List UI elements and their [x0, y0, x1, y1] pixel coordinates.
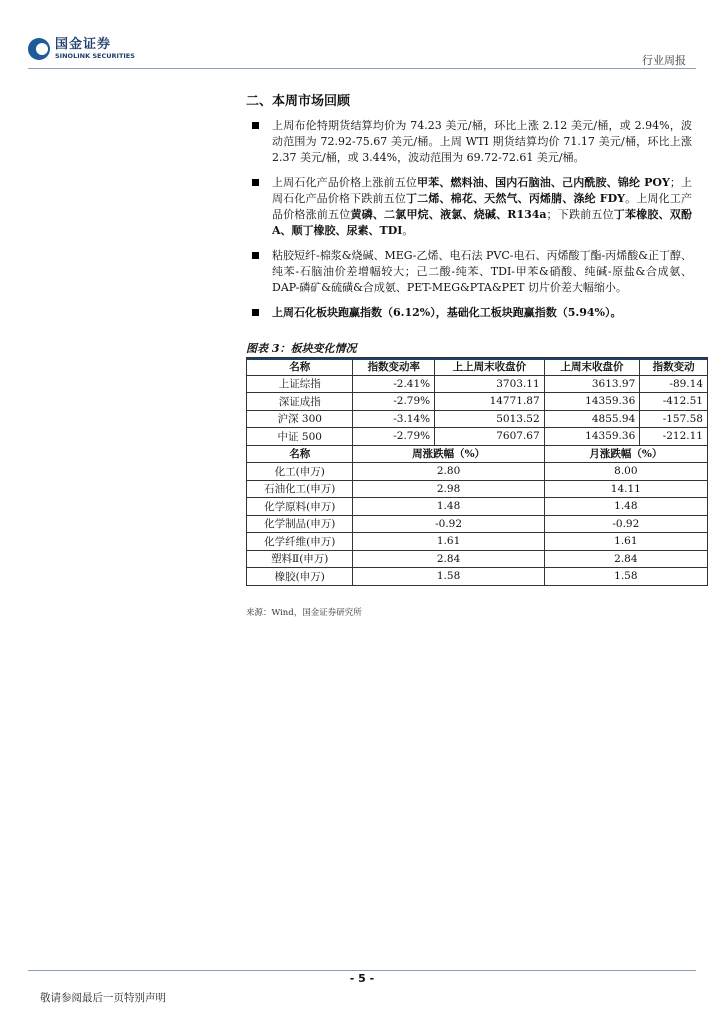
bullet-text: 。上周化工产品价格涨前五位	[272, 192, 693, 221]
bullet-text: 黄磷、二氯甲烷、液氯、烧碱、R134a	[350, 208, 547, 221]
table-cell: 上周末收盘价	[544, 358, 640, 376]
table-cell: 14.11	[544, 480, 707, 498]
bullet-square-icon	[252, 252, 259, 259]
table-cell: 4855.94	[544, 410, 640, 428]
footer-divider	[28, 970, 696, 971]
bullet-text: 上周布伦特期货结算均价为 74.23 美元/桶，环比上涨 2.12 美元/桶，或 2.94%，波动范围为 72.92-75.67 美元/桶。上周 WTI 期货结算均价 71.17 美元/桶，环比上涨 2.37 美元/桶，或 3.44%，波动范围为 69.72-72.61 美元/桶。	[272, 119, 692, 164]
page-number: - 5 -	[349, 972, 375, 985]
report-type: 行业周报	[642, 54, 686, 67]
table-cell: 名称	[247, 358, 353, 376]
table-row	[247, 568, 708, 586]
bullet-item	[246, 305, 692, 321]
table-cell: -2.79%	[353, 393, 435, 411]
table-cell: 橡胶(申万)	[247, 568, 353, 586]
sector-change-table	[246, 357, 708, 586]
table-cell: 3703.11	[435, 375, 545, 393]
bullet-text: 上周石化板块跑赢指数（6.12%），基础化工板块跑赢指数（5.94%）。	[272, 306, 622, 319]
table-cell: 7607.67	[435, 428, 545, 446]
table-cell: 指数变动率	[353, 358, 435, 376]
disclaimer: 敬请参阅最后一页特别声明	[40, 992, 166, 1004]
table-cell: 化学纤维(申万)	[247, 533, 353, 551]
table-row	[247, 428, 708, 446]
bullet-square-icon	[252, 179, 259, 186]
table-row	[247, 410, 708, 428]
table-cell: 名称	[247, 445, 353, 463]
table-cell: 1.58	[544, 568, 707, 586]
figure-title: 图表 3：板块变化情况	[246, 340, 708, 360]
bullet-text: 甲苯、燃料油、国内石脑油、己内酰胺、锦纶 POY	[417, 176, 670, 189]
bullet-item	[246, 118, 692, 166]
table-cell: 月涨跌幅（%）	[544, 445, 707, 463]
table-cell: 8.00	[544, 463, 707, 481]
company-logo	[28, 38, 135, 60]
logo-cn-text: 国金证券	[55, 37, 112, 52]
bullet-item	[246, 248, 692, 296]
table-cell: -2.79%	[353, 428, 435, 446]
bullet-text: 粘胶短纤-棉浆&烧碱、MEG-乙烯、电石法 PVC-电石、丙烯酸丁酯-丙烯酸&正丁醇、纯苯-石脑油价差增幅较大；己二酸-纯苯、TDI-甲苯&硝酸、纯碱-原盐&合成氨、DAP-磷矿&硫磺&合成氨、PET-MEG&PTA&PET 切片价差大幅缩小。	[272, 249, 692, 294]
table-cell: 1.61	[544, 533, 707, 551]
table-cell: 1.48	[544, 498, 707, 516]
table-cell: 14359.36	[544, 393, 640, 411]
table-cell: 1.58	[353, 568, 544, 586]
table-cell: 2.84	[353, 550, 544, 568]
table-cell: 指数变动	[640, 358, 708, 376]
table-cell: 化学原料(申万)	[247, 498, 353, 516]
table-cell: -157.58	[640, 410, 708, 428]
table-cell: 上上周末收盘价	[435, 358, 545, 376]
bullet-square-icon	[252, 122, 259, 129]
table-cell: 2.98	[353, 480, 544, 498]
section-title: 二、本周市场回顾	[246, 94, 351, 109]
table-cell: 3613.97	[544, 375, 640, 393]
table-cell: 1.61	[353, 533, 544, 551]
table-cell: 中证 500	[247, 428, 353, 446]
header-divider	[28, 68, 696, 69]
table-cell: 5013.52	[435, 410, 545, 428]
table-cell: -212.11	[640, 428, 708, 446]
bullet-square-icon	[252, 309, 259, 316]
table-cell: 深证成指	[247, 393, 353, 411]
table-header-row	[247, 358, 708, 376]
table-cell: -412.51	[640, 393, 708, 411]
table-row	[247, 393, 708, 411]
table-cell: -89.14	[640, 375, 708, 393]
table-cell: 沪深 300	[247, 410, 353, 428]
table-cell: 上证综指	[247, 375, 353, 393]
table-cell: -0.92	[353, 515, 544, 533]
logo-icon	[28, 38, 50, 60]
table-cell: 周涨跌幅（%）	[353, 445, 544, 463]
table-row	[247, 463, 708, 481]
table-cell: 14771.87	[435, 393, 545, 411]
table-cell: 1.48	[353, 498, 544, 516]
bullet-text: 。	[402, 224, 414, 237]
bullet-list	[246, 118, 692, 330]
table-header-row	[247, 445, 708, 463]
table-cell: -2.41%	[353, 375, 435, 393]
table-row	[247, 480, 708, 498]
source-note: 来源：Wind，国金证券研究所	[246, 608, 362, 618]
table-cell: 石油化工(申万)	[247, 480, 353, 498]
bullet-item	[246, 175, 692, 239]
table-cell: 14359.36	[544, 428, 640, 446]
bullet-text: ；上周石化产品价格下跌前五位	[272, 176, 692, 205]
table-row	[247, 533, 708, 551]
table-cell: -3.14%	[353, 410, 435, 428]
bullet-text: 丁二烯、棉花、天然气、丙烯腈、涤纶 FDY	[406, 192, 626, 205]
table-row	[247, 375, 708, 393]
table-cell: 2.80	[353, 463, 544, 481]
logo-en-text: SINOLINK SECURITIES	[55, 52, 135, 60]
table-row	[247, 515, 708, 533]
table-cell: -0.92	[544, 515, 707, 533]
table-cell: 2.84	[544, 550, 707, 568]
bullet-text: 上周石化产品价格上涨前五位	[272, 176, 418, 189]
table-row	[247, 498, 708, 516]
table-cell: 塑料Ⅱ(申万)	[247, 550, 353, 568]
table-cell: 化学制品(申万)	[247, 515, 353, 533]
table-row	[247, 550, 708, 568]
bullet-text: 丁苯橡胶、双酚 A、顺丁橡胶、尿素、TDI	[272, 208, 693, 237]
bullet-text: ；下跌前五位	[546, 208, 614, 221]
table-cell: 化工(申万)	[247, 463, 353, 481]
